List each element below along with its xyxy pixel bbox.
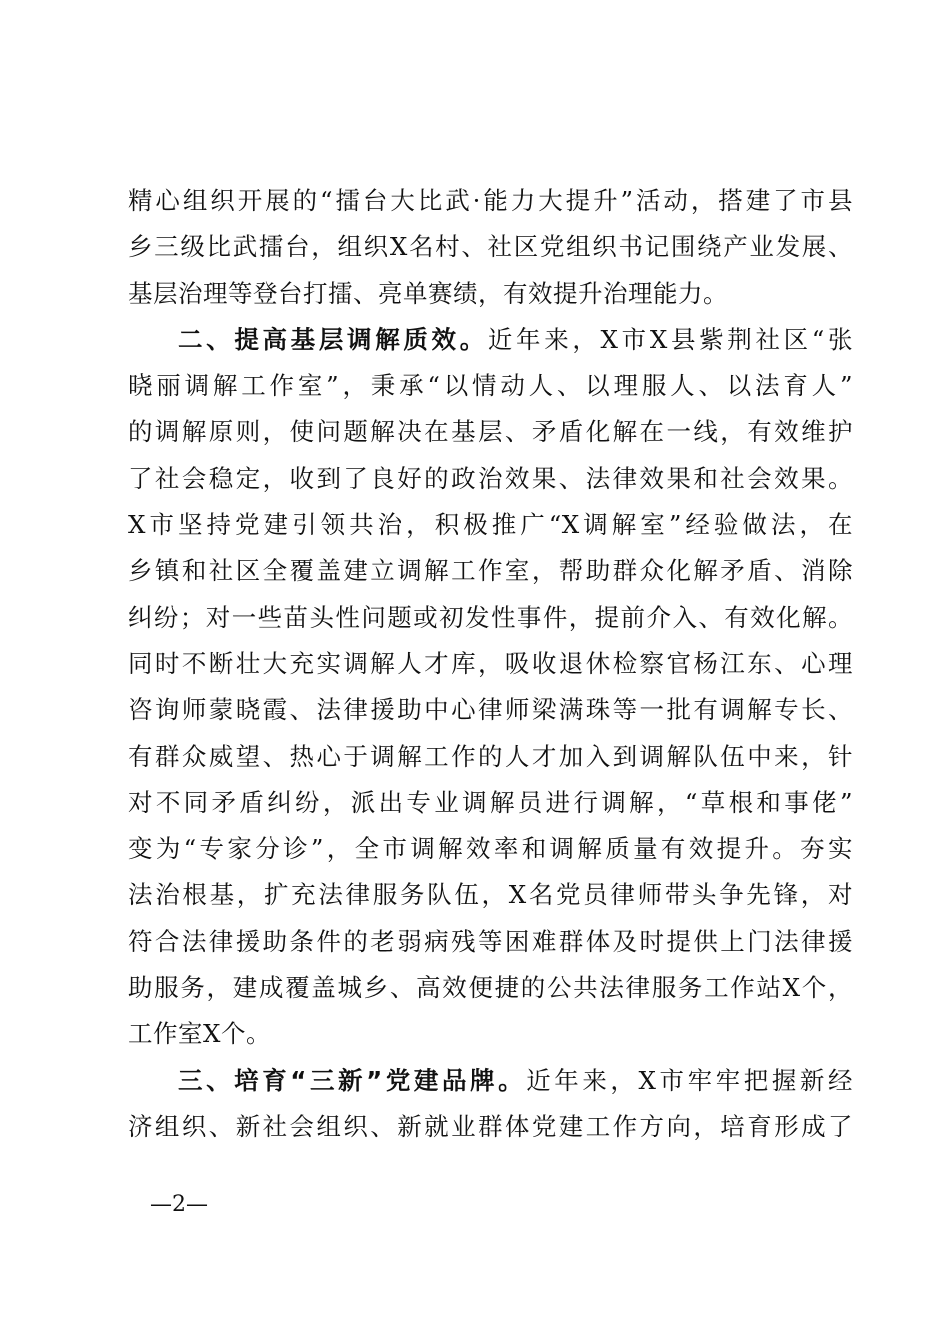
paragraph-line xyxy=(128,1058,853,1104)
paragraph-line: 有群众威望、热心于调解工作的人才加入到调解队伍中来，针 xyxy=(128,741,853,771)
paragraph-line: 精心组织开展的“擂台大比武·能力大提升”活动，搭建了市县 xyxy=(128,186,853,215)
paragraph-line: 工作室X个。 xyxy=(128,1019,271,1049)
paragraph-line: 符合法律援助条件的老弱病残等困难群体及时提供上门法律援 xyxy=(128,926,853,956)
document-body xyxy=(128,178,853,1150)
paragraph-line: 的调解原则，使问题解决在基层、矛盾化解在一线，有效维护 xyxy=(128,417,853,447)
paragraph-text: 近年来，X市X县紫荆社区“张 xyxy=(487,324,853,354)
paragraph-line: 对不同矛盾纠纷，派出专业调解员进行调解，“草根和事佬” xyxy=(128,787,853,817)
paragraph-line: 助服务，建成覆盖城乡、高效便捷的公共法律服务工作站X个， xyxy=(128,973,853,1003)
paragraph-line: 咨询师蒙晓霞、法律援助中心律师梁满珠等一批有调解专长、 xyxy=(128,695,853,725)
paragraph-line: 晓丽调解工作室”，秉承“以情动人、以理服人、以法育人” xyxy=(128,371,853,401)
paragraph-line: 基层治理等登台打擂、亮单赛绩，有效提升治理能力。 xyxy=(128,278,728,308)
paragraph-line: 乡镇和社区全覆盖建立调解工作室，帮助群众化解矛盾、消除 xyxy=(128,556,853,586)
section-heading: 二、提高基层调解质效。 xyxy=(178,324,488,354)
paragraph-line: X市坚持党建引领共治，积极推广“X调解室”经验做法，在 xyxy=(128,510,853,540)
paragraph-line: 了社会稳定，收到了良好的政治效果、法律效果和社会效果。 xyxy=(128,463,853,493)
paragraph-line: 济组织、新社会组织、新就业群体党建工作方向，培育形成了 xyxy=(128,1111,853,1141)
paragraph-line: 纠纷；对一些苗头性问题或初发性事件，提前介入、有效化解。 xyxy=(128,602,853,632)
paragraph-line: 变为“专家分诊”，全市调解效率和调解质量有效提升。夯实 xyxy=(128,834,853,864)
paragraph-line: 同时不断壮大充实调解人才库，吸收退休检察官杨江东、心理 xyxy=(128,648,853,678)
paragraph-line: 乡三级比武擂台，组织X名村、社区党组织书记围绕产业发展、 xyxy=(128,232,853,262)
section-heading: 三、培育“三新”党建品牌。 xyxy=(178,1065,527,1095)
paragraph-line: 法治根基，扩充法律服务队伍，X名党员律师带头争先锋，对 xyxy=(128,880,853,910)
page-number: —2— xyxy=(150,1192,208,1217)
paragraph-line xyxy=(128,317,853,363)
paragraph-text: 近年来，X市牢牢把握新经 xyxy=(526,1065,853,1095)
